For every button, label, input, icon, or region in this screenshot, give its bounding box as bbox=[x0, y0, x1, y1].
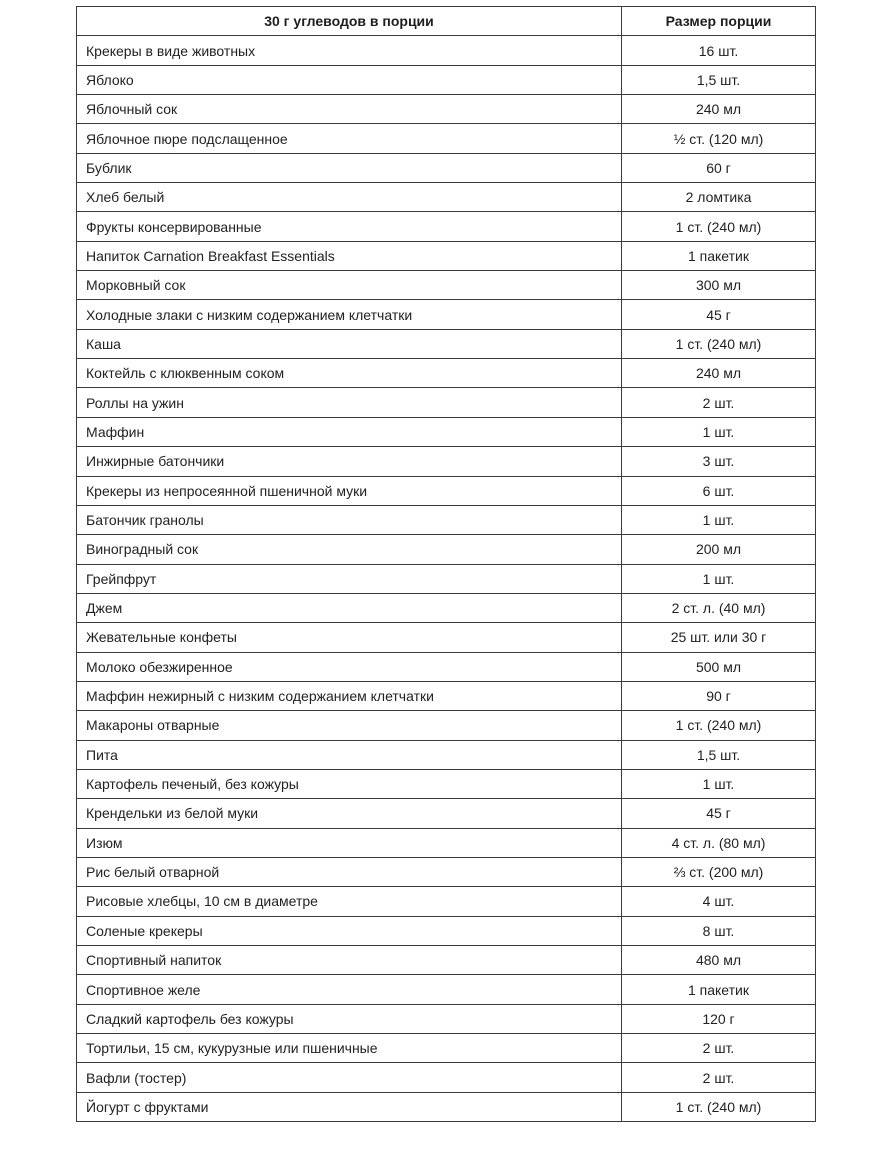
food-item-cell: Йогурт с фруктами bbox=[77, 1092, 622, 1121]
table-row bbox=[77, 652, 816, 681]
table-row bbox=[77, 1092, 816, 1121]
food-item-cell: Макароны отварные bbox=[77, 711, 622, 740]
portion-size-cell: 16 шт. bbox=[622, 36, 816, 65]
table-row bbox=[77, 681, 816, 710]
portion-size-cell: 2 шт. bbox=[622, 1034, 816, 1063]
table-row bbox=[77, 417, 816, 446]
table-row bbox=[77, 329, 816, 358]
table-header-row bbox=[77, 7, 816, 36]
table-row bbox=[77, 212, 816, 241]
table-row bbox=[77, 241, 816, 270]
portion-size-cell: 2 шт. bbox=[622, 1063, 816, 1092]
portion-size-cell: 4 шт. bbox=[622, 887, 816, 916]
food-item-cell: Спортивное желе bbox=[77, 975, 622, 1004]
portion-size-cell: 1 ст. (240 мл) bbox=[622, 329, 816, 358]
food-item-cell: Тортильи, 15 см, кукурузные или пшеничные bbox=[77, 1034, 622, 1063]
table-body bbox=[77, 36, 816, 1122]
food-item-cell: Фрукты консервированные bbox=[77, 212, 622, 241]
food-item-cell: Яблочный сок bbox=[77, 95, 622, 124]
table-row bbox=[77, 887, 816, 916]
food-item-cell: Рисовые хлебцы, 10 см в диаметре bbox=[77, 887, 622, 916]
portion-size-cell: 1 ст. (240 мл) bbox=[622, 711, 816, 740]
portion-size-cell: 2 ст. л. (40 мл) bbox=[622, 593, 816, 622]
portion-size-cell: 45 г bbox=[622, 300, 816, 329]
carbs-serving-table bbox=[76, 6, 816, 1122]
food-item-cell: Виноградный сок bbox=[77, 535, 622, 564]
column-header-portion: Размер порции bbox=[622, 7, 816, 36]
food-item-cell: Сладкий картофель без кожуры bbox=[77, 1004, 622, 1033]
food-item-cell: Грейпфрут bbox=[77, 564, 622, 593]
food-item-cell: Напиток Carnation Breakfast Essentials bbox=[77, 241, 622, 270]
food-item-cell: Яблоко bbox=[77, 65, 622, 94]
portion-size-cell: 1 ст. (240 мл) bbox=[622, 1092, 816, 1121]
portion-size-cell: 1 пакетик bbox=[622, 241, 816, 270]
table-row bbox=[77, 946, 816, 975]
table-row bbox=[77, 564, 816, 593]
portion-size-cell: 120 г bbox=[622, 1004, 816, 1033]
portion-size-cell: 1,5 шт. bbox=[622, 65, 816, 94]
food-item-cell: Пита bbox=[77, 740, 622, 769]
portion-size-cell: 8 шт. bbox=[622, 916, 816, 945]
portion-size-cell: 60 г bbox=[622, 153, 816, 182]
food-item-cell: Морковный сок bbox=[77, 271, 622, 300]
portion-size-cell: 90 г bbox=[622, 681, 816, 710]
table-row bbox=[77, 36, 816, 65]
food-item-cell: Холодные злаки с низким содержанием клетчатки bbox=[77, 300, 622, 329]
table-row bbox=[77, 769, 816, 798]
food-item-cell: Каша bbox=[77, 329, 622, 358]
table-row bbox=[77, 1034, 816, 1063]
portion-size-cell: 1,5 шт. bbox=[622, 740, 816, 769]
food-item-cell: Маффин bbox=[77, 417, 622, 446]
food-item-cell: Хлеб белый bbox=[77, 183, 622, 212]
table-row bbox=[77, 828, 816, 857]
portion-size-cell: 2 шт. bbox=[622, 388, 816, 417]
food-item-cell: Картофель печеный, без кожуры bbox=[77, 769, 622, 798]
table-row bbox=[77, 300, 816, 329]
food-item-cell: Рис белый отварной bbox=[77, 857, 622, 886]
food-item-cell: Инжирные батончики bbox=[77, 447, 622, 476]
table-row bbox=[77, 916, 816, 945]
food-item-cell: Жевательные конфеты bbox=[77, 623, 622, 652]
table-row bbox=[77, 1063, 816, 1092]
portion-size-cell: 4 ст. л. (80 мл) bbox=[622, 828, 816, 857]
food-item-cell: Изюм bbox=[77, 828, 622, 857]
table-row bbox=[77, 857, 816, 886]
portion-size-cell: ⅔ ст. (200 мл) bbox=[622, 857, 816, 886]
carbs-table-container bbox=[76, 6, 815, 1122]
table-row bbox=[77, 124, 816, 153]
food-item-cell: Крекеры в виде животных bbox=[77, 36, 622, 65]
portion-size-cell: 480 мл bbox=[622, 946, 816, 975]
portion-size-cell: 1 ст. (240 мл) bbox=[622, 212, 816, 241]
table-row bbox=[77, 1004, 816, 1033]
table-row bbox=[77, 623, 816, 652]
column-header-food: 30 г углеводов в порции bbox=[77, 7, 622, 36]
table-row bbox=[77, 505, 816, 534]
food-item-cell: Молоко обезжиренное bbox=[77, 652, 622, 681]
food-item-cell: Маффин нежирный с низким содержанием клетчатки bbox=[77, 681, 622, 710]
portion-size-cell: 6 шт. bbox=[622, 476, 816, 505]
food-item-cell: Роллы на ужин bbox=[77, 388, 622, 417]
food-item-cell: Вафли (тостер) bbox=[77, 1063, 622, 1092]
portion-size-cell: 1 шт. bbox=[622, 417, 816, 446]
portion-size-cell: 25 шт. или 30 г bbox=[622, 623, 816, 652]
portion-size-cell: 1 шт. bbox=[622, 505, 816, 534]
food-item-cell: Крекеры из непросеянной пшеничной муки bbox=[77, 476, 622, 505]
table-row bbox=[77, 740, 816, 769]
portion-size-cell: 2 ломтика bbox=[622, 183, 816, 212]
portion-size-cell: 300 мл bbox=[622, 271, 816, 300]
table-row bbox=[77, 975, 816, 1004]
food-item-cell: Бублик bbox=[77, 153, 622, 182]
portion-size-cell: ½ ст. (120 мл) bbox=[622, 124, 816, 153]
table-row bbox=[77, 95, 816, 124]
food-item-cell: Батончик гранолы bbox=[77, 505, 622, 534]
portion-size-cell: 1 шт. bbox=[622, 769, 816, 798]
food-item-cell: Джем bbox=[77, 593, 622, 622]
table-row bbox=[77, 476, 816, 505]
table-row bbox=[77, 447, 816, 476]
table-row bbox=[77, 359, 816, 388]
portion-size-cell: 45 г bbox=[622, 799, 816, 828]
portion-size-cell: 1 шт. bbox=[622, 564, 816, 593]
table-row bbox=[77, 711, 816, 740]
food-item-cell: Спортивный напиток bbox=[77, 946, 622, 975]
food-item-cell: Соленые крекеры bbox=[77, 916, 622, 945]
table-row bbox=[77, 153, 816, 182]
table-row bbox=[77, 65, 816, 94]
food-item-cell: Яблочное пюре подслащенное bbox=[77, 124, 622, 153]
table-row bbox=[77, 271, 816, 300]
table-row bbox=[77, 535, 816, 564]
food-item-cell: Коктейль с клюквенным соком bbox=[77, 359, 622, 388]
portion-size-cell: 500 мл bbox=[622, 652, 816, 681]
table-row bbox=[77, 593, 816, 622]
portion-size-cell: 240 мл bbox=[622, 359, 816, 388]
food-item-cell: Крендельки из белой муки bbox=[77, 799, 622, 828]
portion-size-cell: 240 мл bbox=[622, 95, 816, 124]
portion-size-cell: 3 шт. bbox=[622, 447, 816, 476]
table-row bbox=[77, 183, 816, 212]
portion-size-cell: 1 пакетик bbox=[622, 975, 816, 1004]
table-row bbox=[77, 388, 816, 417]
table-row bbox=[77, 799, 816, 828]
portion-size-cell: 200 мл bbox=[622, 535, 816, 564]
